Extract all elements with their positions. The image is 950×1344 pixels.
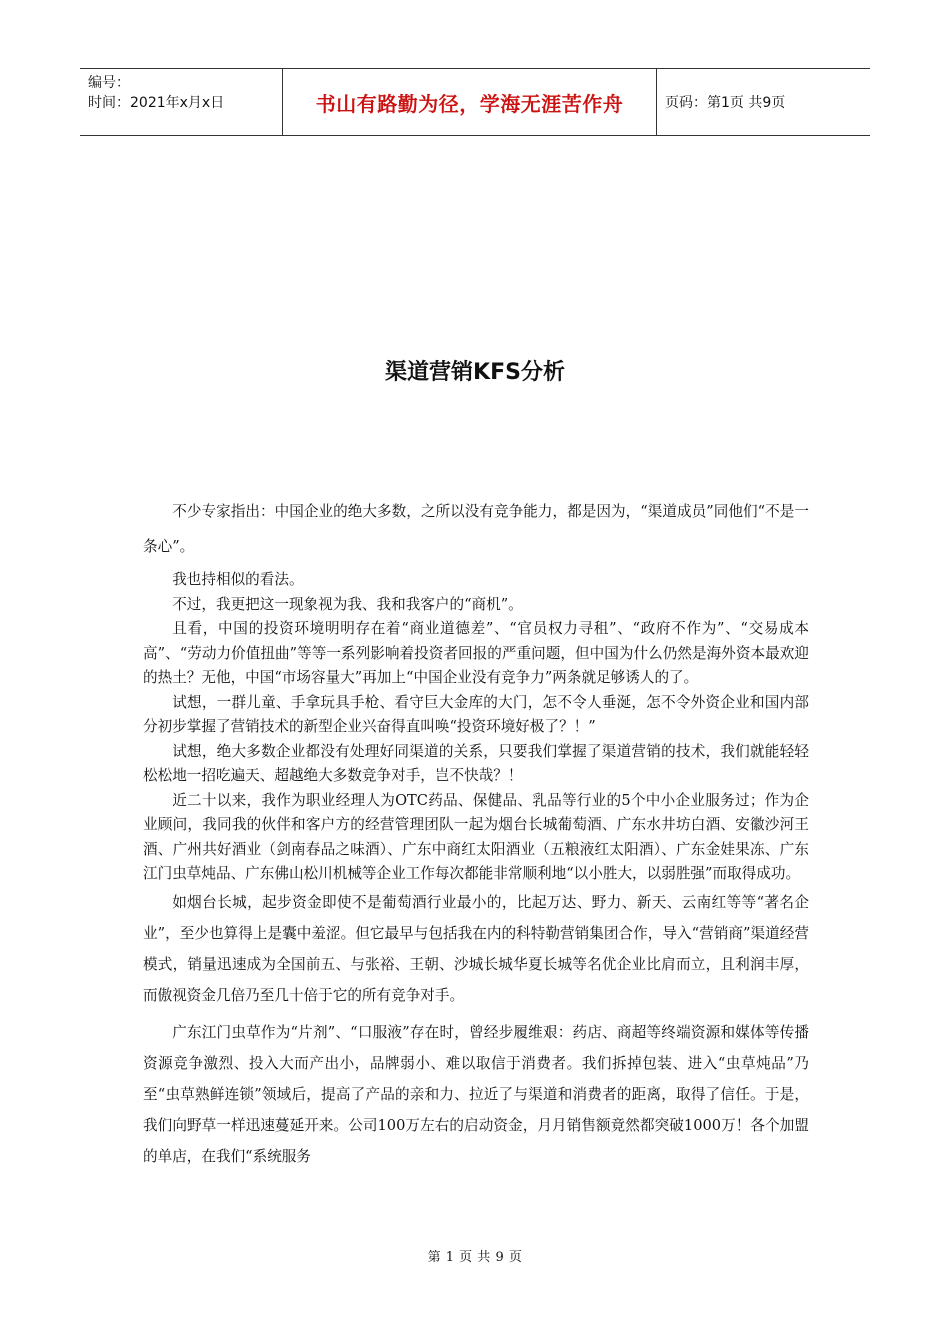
paragraph-1: 不少专家指出：中国企业的绝大多数，之所以没有竞争能力，都是因为，“渠道成员”同他们“不是一条心”。 bbox=[143, 503, 809, 555]
paragraph-3: 不过，我更把这一现象视为我、我和我客户的“商机”。 bbox=[172, 595, 523, 613]
paragraph-5: 试想，一群儿童、手拿玩具手枪、看守巨大金库的大门，怎不令人垂涎，怎不令外资企业和国内部分初步掌握了营销技术的新型企业兴奋得直叫唤“投资环境好极了？！” bbox=[143, 693, 809, 735]
header-table bbox=[80, 68, 870, 136]
paragraph-4: 且看，中国的投资环境明明存在着“商业道德差”、“官员权力寻租”、“政府不作为”、“交易成本高”、“劳动力价值扭曲”等等一系列影响着投资者回报的严重问题，但中国为什么仍然是海外资本最欢迎的热土？无他，中国“市场容量大”再加上“中国企业没有竞争力”两条就足够诱人的了。 bbox=[143, 620, 809, 686]
page-footer: 第 1 页 共 9 页 bbox=[427, 1250, 523, 1265]
code-label: 编号： bbox=[88, 75, 130, 91]
paragraph-9: 广东江门虫草作为“片剂”、“口服液”存在时，曾经步履维艰：药店、商超等终端资源和媒体等传播资源竞争激烈、投入大而产出小，品牌弱小、难以取信于消费者。我们拆掉包装、进入“虫草炖品”乃至“虫草熟鲜连锁”领域后，提高了产品的亲和力、拉近了与渠道和消费者的距离，取得了信任。于是，我们向野草一样迅速蔓延开来。公司100万左右的启动资金，月月销售额竟然都突破1000万！各个加盟的单店，在我们“系统服务 bbox=[143, 1023, 809, 1165]
header-meta-cell bbox=[80, 69, 283, 135]
header-motto: 书山有路勤为径，学海无涯苦作舟 bbox=[283, 69, 657, 135]
body-text bbox=[143, 494, 809, 1172]
paragraph-2: 我也持相似的看法。 bbox=[172, 571, 304, 588]
header-page-info: 页码：第1页 共9页 bbox=[665, 95, 786, 111]
document-title: 渠道营销KFS分析 bbox=[385, 360, 565, 385]
paragraph-6: 试想，绝大多数企业都没有处理好同渠道的关系，只要我们掌握了渠道营销的技术，我们就能轻轻松松地一招吃遍天、超越绝大多数竞争对手，岂不快哉？！ bbox=[143, 742, 809, 784]
paragraph-8: 如烟台长城，起步资金即使不是葡萄酒行业最小的，比起万达、野力、新天、云南红等等“著名企业”，至少也算得上是囊中羞涩。但它最早与包括我在内的科特勒营销集团合作，导入“营销商”渠道经营模式，销量迅速成为全国前五、与张裕、王朝、沙城长城华夏长城等名优企业比肩而立，且利润丰厚，而傲视资金几倍乃至几十倍于它的所有竞争对手。 bbox=[143, 893, 809, 1004]
date-label: 时间：2021年x月x日 bbox=[88, 95, 225, 111]
paragraph-7: 近二十以来，我作为职业经理人为OTC药品、保健品、乳品等行业的5个中小企业服务过；作为企业顾问，我同我的伙伴和客户方的经营管理团队一起为烟台长城葡萄酒、广东水井坊白酒、安徽沙河王酒、广州共好酒业（剑南春品之味酒）、广东中商红太阳酒业（五粮液红太阳酒）、广东金娃果冻、广东江门虫草炖品、广东佛山松川机械等企业工作每次都能非常顺利地“以小胜大，以弱胜强”而取得成功。 bbox=[143, 791, 809, 882]
